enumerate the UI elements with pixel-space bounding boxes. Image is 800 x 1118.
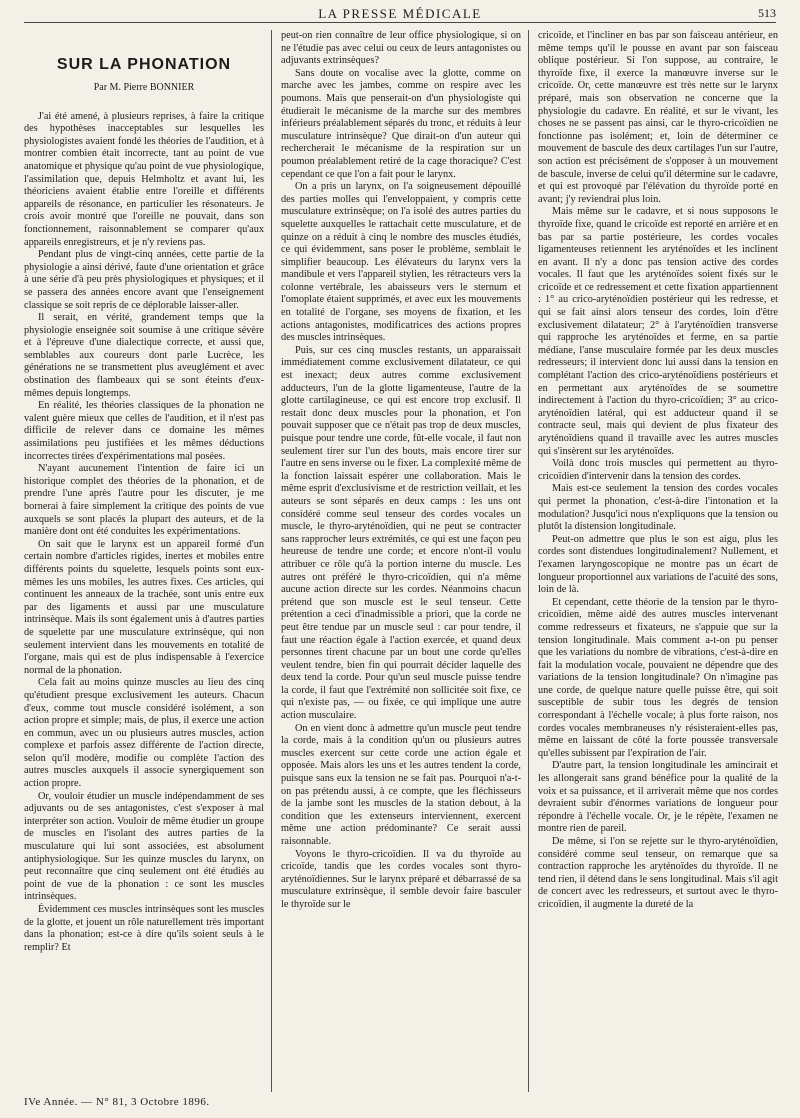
column-1 — [24, 30, 264, 1088]
paragraph: Or, vouloir étudier un muscle indépendamment de ses adjuvants ou de ses antagonistes, c'est s'exposer à mal interpréter son action. Vouloir de même étudier un groupe de muscles en l'isolant des autres parties de la musculature qui lui sont associées, est absolument antiphysiologique. Sur les quinze muscles du larynx, on peut reconnaître que cinq seulement ont été étudiés au point de vue de la phonation : ce sont les muscles intrinsèques. — [24, 790, 264, 903]
paragraph: Sans doute on vocalise avec la glotte, comme on marche avec les jambes, comme on respire avec les poumons. Mais que penserait-on d'un physiologiste qui étudierait le mécanisme de la marche sur des membres inférieurs préalablement séparés du tronc, et réduits à leur musculature intrinsèque? Que dirait-on d'un auteur qui rechercherait le mécanisme de la respiration sur un poumon préalablement retiré de la cage thoracique? C'est cependant ce que l'on a fait pour le larynx. — [281, 67, 521, 180]
paragraph: Évidemment ces muscles intrinsèques sont les muscles de la glotte, et jouent un rôle naturellement très important dans la phonation; est-ce à dire qu'ils soient seuls à le remplir? Et — [24, 904, 264, 953]
column-divider — [271, 30, 272, 1092]
paragraph: Mais même sur le cadavre, et si nous supposons le thyroïde fixe, quand le cricoïde est reporté en arrière et en bas par sa partie postérieure, les cordes vocales ligamenteuses retiennent les aryténoïdes et les inclinent en avant. Il n'y a donc pas tension active des cordes vocales. Il faut que les aryténoïdes soient fixés sur le cricoïde et ce redressement et cette fixation appartiennent : 1° au crico-aryténoïdien postérieur qui les redresse, et qui se fait ainsi alors tenseur des cordes, loin d'être exclusivement dilatateur; 2° à l'aryténoïdien transverse qui rapproche les aryténoïdes et ferme, en sa partie médiane, l'anse musculaire formée par les deux muscles redresseurs; il intervient donc lui aussi dans la tension en complétant l'action des crico-aryténoïdiens postérieurs et en permettant aux aryténoïdes de se soumettre indirectement à l'action du thyro-cricoïdien; 3° au crico-aryténoïdien latéral, qui est adducteur quand il se contracte seul, mais qui devient de plus fixateur des aryténoïdiens quand il travaille avec les autres muscles qui s'insèrent sur les aryténoïdes. — [538, 206, 778, 457]
paragraph: J'ai été amené, à plusieurs reprises, à faire la critique des hypothèses inacceptables sur lesquelles les physiologistes avaient fondé les théories de l'audition, et à montrer combien était incorrecte, tant au point de vue anatomique et physique qu'au point de vue physiologique, l'assimilation que, depuis Helmholtz et avant lui, les théoriciens avaient établie entre l'oreille et différents appareils de résonance, en particulier les résonateurs. Je crois avoir montré que l'oreille ne pouvait, dans son fonctionnement, raisonnablement se comparer qu'aux appareils enregistreurs, et je n'y reviens pas. — [24, 110, 264, 248]
paragraph: En réalité, les théories classiques de la phonation ne valent guère mieux que celles de l'audition, et il n'est pas difficile de relever dans ce domaine les mêmes assimilations peu justifiées et les mêmes déductions incorrectes tirées d'expérimentations mal posées. — [24, 400, 264, 462]
paragraph: On a pris un larynx, on l'a soigneusement dépouillé des parties molles qui l'enveloppaient, y compris cette musculature extrinsèque; on l'a isolé des autres parties du squelette auxquelles le rattachait cette musculature, et de quinze on a réduit à cinq le nombre des muscles étudiés, ce qui évidemment, sans poser le problème, semblait le simplifier beaucoup. Les élévateurs du larynx vers la mandibule et vers l'appareil stylien, les rétracteurs vers la colonne vertébrale, les abaisseurs vers le sternum et l'omoplate étaient supprimés, et avec eux les mouvements en totalité de l'organe, ses moyens de fixation, et les actions antagonistes, modificatrices des actions propres des muscles intrinsèques. — [281, 181, 521, 344]
paragraph: D'autre part, la tension longitudinale les amincirait et les allongerait sans grand bénéfice pour la qualité de la voix et sa puissance, et il arriverait même que nos cordes devraient subir d'énormes variations de longueur pour répondre à l'échelle vocale. Or, je le répète, l'examen ne montre rien de pareil. — [538, 760, 778, 835]
paragraph: cricoïde, et l'incliner en bas par son faisceau antérieur, en même temps qu'il le pousse en avant par son faisceau oblique postérieur. Si l'on suppose, au contraire, le thyroïde fixe, il exerce la manœuvre inverse sur le cricoïde. Or, cette manœuvre est très nette sur le larynx préparé, mais son observation ne concerne que la physiologie du cadavre. En réalité, et sur le vivant, les choses ne se passent pas ainsi, car le thyro-cricoïdien ne fonctionne pas isolément; et, loin de déterminer ce mouvement de bascule des deux cartilages l'un sur l'autre, son action est précisément de s'opposer à un mouvement de bascule, inverse de celui qu'il détermine sur le cadavre, et qui est provoqué par l'élévation du thyroïde porté en avant; j'y reviendrai plus loin. — [538, 30, 778, 205]
paragraph: Voyons le thyro-cricoïdien. Il va du thyroïde au cricoïde, tandis que les cordes vocales sont thyro-aryténoïdiennes. Sur le larynx préparé et débarrassé de sa musculature extrinsèque, il semble devoir faire basculer le thyroïde sur le — [281, 848, 521, 910]
paragraph: Pendant plus de vingt-cinq années, cette partie de la physiologie a ainsi dérivé, faute d'une orientation et grâce à une série d'à peu près physiologiques et physiques; et il se passera des années encore avant que l'enseignement classique se soit repris de ce déplorable laisser-aller. — [24, 249, 264, 311]
paragraph: Et cependant, cette théorie de la tension par le thyro-cricoïdien, même aidé des autres muscles intervenant comme redresseurs et fixateurs, ne s'appuie que sur la tension longitudinale. Mais comment a-t-on pu penser que les variations du nombre de vibrations, c'est-à-dire en fait la modulation vocale, pouvaient ne dépendre que des variations de la tension longitudinale? On n'imagine pas une corde, de quelque nature quelle puisse être, qui soit susceptible de subir tous les degrés de tension correspondant à l'échelle vocale; à plus forte raison, nos cordes vocales membraneuses n'y résisteraient-elles pas, même en laissant de côté la forte poussée transversale qu'elles subissent par l'expiration de l'air. — [538, 596, 778, 759]
article-byline: Par M. Pierre BONNIER — [93, 82, 195, 93]
column-divider — [528, 30, 529, 1092]
page-number: 513 — [758, 6, 776, 20]
page-header — [24, 6, 776, 23]
paragraph: Mais est-ce seulement la tension des cordes vocales qui permet la phonation, c'est-à-dire l'intonation et la modulation? Jusqu'ici nous n'expliquons que la tension ou plutôt la distension longitudinale. — [538, 483, 778, 533]
journal-title: LA PRESSE MÉDICALE — [318, 6, 482, 21]
paragraph: Voilà donc trois muscles qui permettent au thyro-cricoïdien d'intervenir dans la tension des cordes. — [538, 458, 778, 482]
paragraph: On sait que le larynx est un appareil formé d'un certain nombre d'articles rigides, inertes et mobiles entre différents points du squelette, lesquels points sont eux-mêmes les uns mobiles, les autres fixes. Ces articles, qui continuent les anneaux de la trachée, sont unis entre eux par des ligaments et aussi par une musculature intrinsèque. Mais ils sont également unis à d'autres parties de squelette par une musculature extrinsèque, qui non seulement intervient dans les mouvements en totalité de l'organe, mais qui est de plus indispensable à l'exercice normal de la phonation. — [24, 538, 264, 676]
column-3 — [538, 30, 778, 1088]
paragraph: Puis, sur ces cinq muscles restants, un apparaissait immédiatement comme exclusivement dilatateur, ce qui est inexact; deux autres comme exclusivement adducteurs, l'un de la glotte ligamenteuse, l'autre de la glotte cartilagineuse, ce qui est encore trop exclusif. Il restait donc deux muscles pour la phonation, et l'on pouvait supposer que ce n'était pas trop de deux muscles, puisque pour tendre une corde, fût-elle vocale, il faut non seulement tirer sur l'un des bouts, mais encore tirer sur l'autre en sens inverse ou le fixer. La complexité même de la fonction laissait espérer une collaboration. Mais le même esprit d'exclusivisme et de restriction veillait, et les auteurs se sont séparés en deux camps : les uns ont considéré comme seul tenseur des cordes vocales un muscle, le thyro-aryténoïdien, qui ne peut se contracter sans rapprocher leurs extrémités, ce qui est une façon peu heureuse de tendre une corde; et encore n'ont-il voulu attribuer ce rôle qu'à la portion interne du muscle. Les autres ont préféré le thyro-cricoïdien, qui n'a même aucune action directe sur les cordes. Néanmoins chacun prétend que son muscle est le seul tenseur. Cette prétention a ceci d'inadmissible a priori, que la corde ne peut être tendue par un muscle seul : car pour tendre, il faut une réaction égale à l'action exercée, et quand deux personnes tirent chacune par un bout une corde qu'elles veulent tendre, bien fin qui pourrait décider laquelle des deux tend la corde. Pour qu'un seul muscle puisse tendre la corde, il faut que l'extrémité non sollicitée soit fixe, ce qui n'existe pas, — ou fixée, ce qui implique une autre action musculaire. — [281, 344, 521, 722]
paragraph: Peut-on admettre que plus le son est aigu, plus les cordes sont distendues longitudinalement? Nullement, et l'examen laryngoscopique ne montre pas un écart de longueur proportionnel aux variations de l'acuité des sons, loin de là. — [538, 533, 778, 596]
column-2 — [281, 30, 521, 1088]
paragraph: peut-on rien connaître de leur office physiologique, si on ne l'étudie pas avec celui ou ceux de leurs antagonistes ou adjuvants extrinsèques? — [281, 30, 521, 67]
paragraph: De même, si l'on se rejette sur le thyro-aryténoïdien, considéré comme seul tenseur, on remarque que sa contraction rapproche les aryténoïdes du thyroïde. Il ne tend rien, il détend dans le sens longitudinal. Mais s'il agit de concert avec les redresseurs, et surtout avec le thyro-cricoïdien, il augmente la dureté de la — [538, 836, 778, 910]
article-title: SUR LA PHONATION — [56, 56, 232, 73]
issue-info: IVe Année. — N° 81, 3 Octobre 1896. — [24, 1096, 210, 1108]
paragraph: Cela fait au moins quinze muscles au lieu des cinq qu'étudient presque exclusivement les auteurs. Chacun d'eux, comme tout muscle considéré isolément, a son action propre et simple; mais, de plus, il exerce une action en commun, avec un ou plusieurs autres muscles, action complexe et parfois assez différente de l'action directe, selon qu'il modère, modifie ou complète l'action des autres muscles auxquels il associe synergiquement son action propre. — [24, 677, 264, 790]
paragraph: On en vient donc à admettre qu'un muscle peut tendre la corde, mais à la condition qu'un ou plusieurs autres muscles exercent sur cette corde une action égale et opposée. Mais alors les uns et les autres tendent la corde, puisque sans eux la tension ne se fait pas. Pourquoi n'a-t-on pas prétendu aussi, à ce compte, que les fléchisseurs de la jambe sont les muscles de la station debout, à la condition que les extenseurs interviennent, exercent même une action prédominante? Ce serait aussi raisonnable. — [281, 722, 521, 847]
paragraph: Il serait, en vérité, grandement temps que la physiologie enseignée soit soumise à une critique sévère et à l'épreuve d'une dialectique correcte, et aussi que, semblables aux coureurs dont parle Lucrèce, les générations ne se transmettent plus aveuglément et avec obstination des flambeaux qui se sont éteints d'eux-mêmes depuis longtemps. — [24, 312, 264, 399]
paragraph: N'ayant aucunement l'intention de faire ici un historique complet des théories de la phonation, et de prendre l'une après l'autre pour les discuter, je me bornerai à faire simplement la critique des points de vue auxquels se sont placés la plupart des auteurs, et de la manière dont ont été conduites les expérimentations. — [24, 463, 264, 538]
